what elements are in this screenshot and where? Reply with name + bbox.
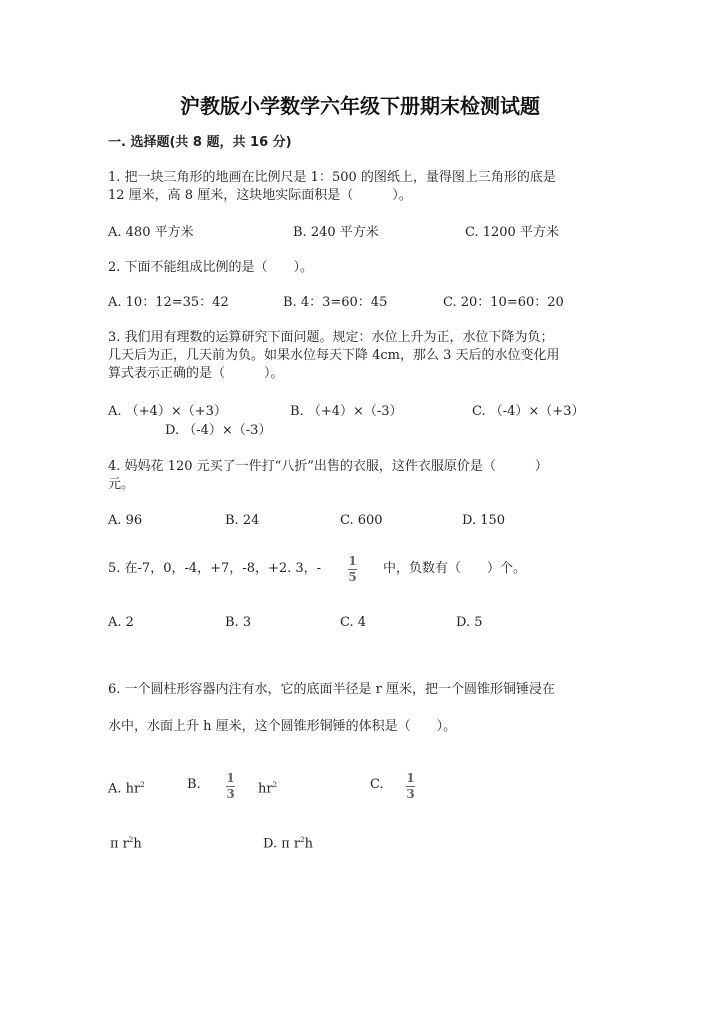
q2-text: 2. 下面不能组成比例的是（ ）。: [108, 260, 314, 275]
q4-text: 元。: [108, 477, 135, 492]
section-heading: 一. 选择题(共 8 题，共 16 分): [108, 135, 292, 150]
q4-option-d: D. 150: [462, 513, 506, 528]
q3-option-a: A. （+4）×（+3）: [108, 404, 227, 419]
q3-option-c: C. （-4）×（+3）: [472, 404, 585, 419]
q1-option-a: A. 480 平方米: [108, 225, 194, 240]
q2-option-b: B. 4：3=60：45: [283, 295, 388, 310]
q3-option-d: D. （-4）×（-3）: [165, 423, 272, 438]
q1-text: 12 厘米，高 8 厘米，这块地实际面积是（ ）。: [108, 188, 412, 203]
q4-option-a: A. 96: [108, 513, 143, 528]
q6-c-fraction: 1 3: [406, 771, 415, 801]
q5-text-suffix: 中，负数有（ ）个。: [383, 561, 527, 576]
q1-option-b: B. 240 平方米: [293, 225, 379, 240]
q6-option-c: C.: [370, 777, 384, 792]
q2-option-c: C. 20：10=60：20: [443, 295, 564, 310]
q6-option-a: A. $hr^2$: [108, 781, 145, 797]
q3-text: 几天后为正，几天前为负。如果水位每天下降 4cm，那么 3 天后的水位变化用: [108, 348, 560, 363]
q4-text: 4. 妈妈花 120 元买了一件打“八折”出售的衣服，这件衣服原价是（ ）: [108, 459, 548, 474]
q6-text: 水中，水面上升 h 厘米，这个圆锥形铜锤的体积是（ ）。: [108, 719, 457, 734]
q5-option-b: B. 3: [225, 615, 252, 630]
q6-b-fraction: 1 3: [226, 771, 235, 801]
q4-option-c: C. 600: [340, 513, 383, 528]
q1-text: 1. 把一块三角形的地画在比例尺是 1：500 的图纸上，量得图上三角形的底是: [108, 170, 556, 185]
q5-option-c: C. 4: [340, 615, 367, 630]
page-title: 沪教版小学数学六年级下册期末检测试题: [180, 94, 540, 118]
q2-option-a: A. 10：12=35：42: [108, 295, 229, 310]
q3-text: 3. 我们用有理数的运算研究下面问题。规定：水位上升为正，水位下降为负；: [108, 330, 554, 345]
q3-text: 算式表示正确的是（ ）。: [108, 366, 284, 381]
q6-option-c-tail: π $r^2h$: [110, 836, 142, 852]
q1-option-c: C. 1200 平方米: [465, 225, 559, 240]
q6-option-b: B.: [187, 777, 201, 792]
fraction-denominator: 5: [348, 570, 357, 584]
q5-option-a: A. 2: [108, 615, 134, 630]
q5-option-d: D. 5: [456, 615, 483, 630]
q6-option-d: D. π $r^2h$: [263, 836, 313, 852]
q5-text: 5. 在-7，0，-4，+7，-8，+2. 3，-: [108, 561, 322, 576]
q3-option-b: B. （+4）×（-3）: [290, 404, 403, 419]
q6-text: 6. 一个圆柱形容器内注有水，它的底面半径是 r 厘米，把一个圆锥形铜锤浸在: [108, 682, 556, 697]
q4-option-b: B. 24: [225, 513, 260, 528]
q5-fraction: [348, 555, 357, 584]
fraction-numerator: 1: [348, 554, 357, 568]
q6-option-b-tail: $hr^2$: [258, 781, 278, 797]
